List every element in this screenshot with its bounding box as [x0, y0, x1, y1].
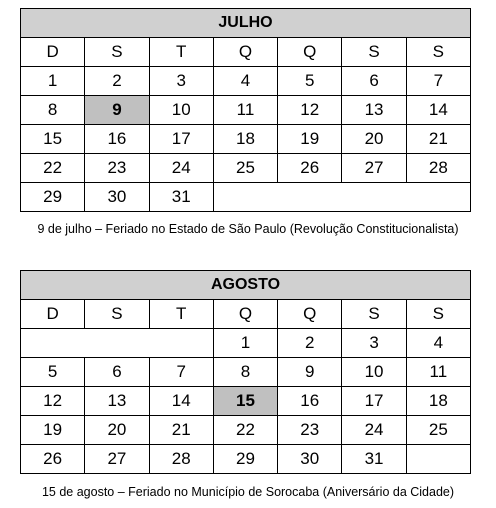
day-cell: 10: [149, 96, 213, 125]
week-row: [21, 358, 471, 387]
week-row: [21, 67, 471, 96]
week-row: [21, 387, 471, 416]
day-cell: 11: [406, 358, 470, 387]
empty-day-cell: [342, 183, 406, 212]
day-cell: 27: [85, 445, 149, 474]
day-cell: 25: [406, 416, 470, 445]
day-cell: 16: [278, 387, 342, 416]
week-row: [21, 154, 471, 183]
day-cell: 12: [278, 96, 342, 125]
day-cell: 23: [278, 416, 342, 445]
weeks: [21, 329, 471, 474]
week-row: [21, 96, 471, 125]
day-cell: 18: [406, 387, 470, 416]
weekday-label: S: [406, 300, 470, 329]
day-cell: 30: [278, 445, 342, 474]
day-cell: 12: [21, 387, 85, 416]
day-cell: 16: [85, 125, 149, 154]
weekday-label: T: [149, 38, 213, 67]
calendar-july: [20, 8, 471, 212]
month-title: AGOSTO: [21, 271, 471, 300]
day-cell: 17: [342, 387, 406, 416]
day-cell: 1: [21, 67, 85, 96]
week-row: [21, 183, 471, 212]
day-cell: 13: [85, 387, 149, 416]
day-cell: 27: [342, 154, 406, 183]
day-cell: 23: [85, 154, 149, 183]
day-cell: 28: [406, 154, 470, 183]
day-cell: 17: [149, 125, 213, 154]
holiday-note-july: 9 de julho – Feriado no Estado de São Paulo (Revolução Constitucionalista): [37, 222, 459, 236]
empty-day-cell: [213, 183, 277, 212]
weekday-header-row: [21, 38, 471, 67]
week-row: [21, 416, 471, 445]
day-cell: 10: [342, 358, 406, 387]
day-cell: 21: [406, 125, 470, 154]
holiday-day-cell: 15: [213, 387, 277, 416]
day-cell: 31: [342, 445, 406, 474]
empty-day-cell: [149, 329, 213, 358]
day-cell: 2: [85, 67, 149, 96]
day-cell: 26: [278, 154, 342, 183]
day-cell: 4: [406, 329, 470, 358]
empty-day-cell: [85, 329, 149, 358]
day-cell: 8: [213, 358, 277, 387]
day-cell: 19: [278, 125, 342, 154]
day-cell: 8: [21, 96, 85, 125]
week-row: [21, 445, 471, 474]
day-cell: 22: [21, 154, 85, 183]
weekday-label: S: [85, 38, 149, 67]
weekday-label: Q: [213, 300, 277, 329]
empty-day-cell: [406, 183, 470, 212]
weekday-header-row: [21, 300, 471, 329]
day-cell: 30: [85, 183, 149, 212]
day-cell: 21: [149, 416, 213, 445]
weekday-label: S: [342, 300, 406, 329]
day-cell: 24: [342, 416, 406, 445]
day-cell: 6: [85, 358, 149, 387]
day-cell: 28: [149, 445, 213, 474]
day-cell: 14: [406, 96, 470, 125]
day-cell: 25: [213, 154, 277, 183]
day-cell: 7: [406, 67, 470, 96]
day-cell: 14: [149, 387, 213, 416]
holiday-day-cell: 9: [85, 96, 149, 125]
day-cell: 7: [149, 358, 213, 387]
weekday-label: S: [406, 38, 470, 67]
day-cell: 9: [278, 358, 342, 387]
day-cell: 11: [213, 96, 277, 125]
day-cell: 6: [342, 67, 406, 96]
day-cell: 5: [278, 67, 342, 96]
day-cell: 29: [213, 445, 277, 474]
day-cell: 4: [213, 67, 277, 96]
calendar-august: [20, 270, 471, 474]
week-row: [21, 125, 471, 154]
weekday-label: Q: [278, 300, 342, 329]
day-cell: 3: [342, 329, 406, 358]
weekday-label: D: [21, 38, 85, 67]
day-cell: 15: [21, 125, 85, 154]
day-cell: 2: [278, 329, 342, 358]
day-cell: 5: [21, 358, 85, 387]
day-cell: 18: [213, 125, 277, 154]
day-cell: 3: [149, 67, 213, 96]
weekday-label: S: [342, 38, 406, 67]
day-cell: 24: [149, 154, 213, 183]
day-cell: 29: [21, 183, 85, 212]
empty-day-cell: [278, 183, 342, 212]
week-row: [21, 329, 471, 358]
empty-day-cell: [406, 445, 470, 474]
weekday-label: Q: [278, 38, 342, 67]
day-cell: 31: [149, 183, 213, 212]
day-cell: 20: [85, 416, 149, 445]
holiday-note-august: 15 de agosto – Feriado no Município de Sorocaba (Aniversário da Cidade): [41, 485, 455, 499]
day-cell: 13: [342, 96, 406, 125]
weekday-label: D: [21, 300, 85, 329]
day-cell: 1: [213, 329, 277, 358]
day-cell: 19: [21, 416, 85, 445]
weekday-label: S: [85, 300, 149, 329]
day-cell: 20: [342, 125, 406, 154]
month-title: JULHO: [21, 9, 471, 38]
weekday-label: T: [149, 300, 213, 329]
weekday-label: Q: [213, 38, 277, 67]
empty-day-cell: [21, 329, 85, 358]
weeks: [21, 67, 471, 212]
day-cell: 26: [21, 445, 85, 474]
day-cell: 22: [213, 416, 277, 445]
